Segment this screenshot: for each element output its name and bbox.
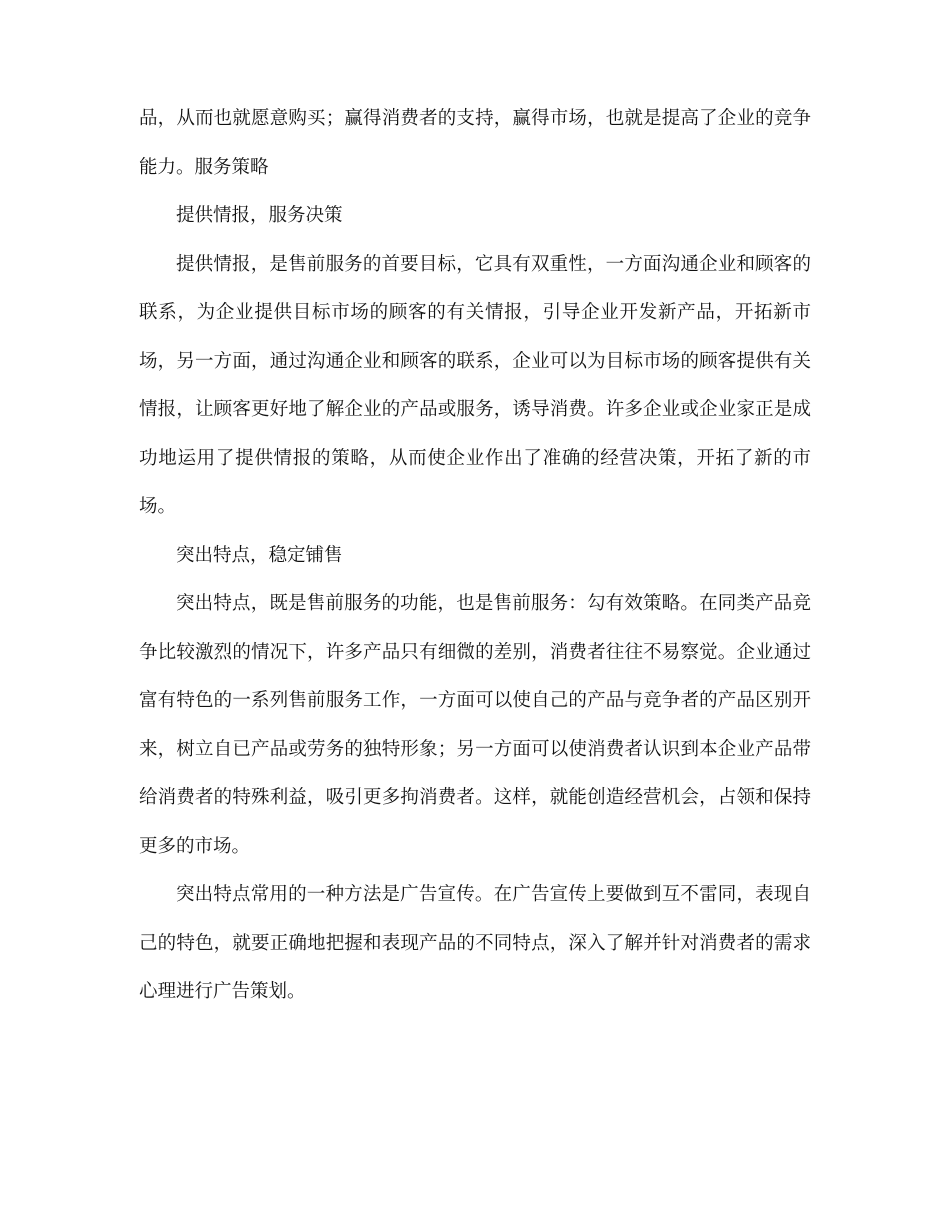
document-body: [139, 95, 811, 1017]
section-heading-features: 突出特点，稳定铺售: [176, 544, 343, 566]
paragraph-continuation: 品，从而也就愿意购买；赢得消费者的支持，赢得市场，也就是提高了企业的竞争能力。服务策略: [139, 108, 811, 178]
paragraph-information: 提供情报，是售前服务的首要目标，它具有双重性，一方面沟通企业和顾客的联系，为企业提供目标市场的顾客的有关情报，引导企业开发新产品，开拓新市场，另一方面，通过沟通企业和顾客的联系，企业可以为目标市场的顾客提供有关情报，让顾客更好地了解企业的产品或服务，诱导消费。许多企业或企业家正是成功地运用了提供情报的策略，从而使企业作出了准确的经营决策，开拓了新的市场。: [139, 253, 811, 517]
section-heading-information: 提供情报，服务决策: [176, 205, 343, 226]
paragraph-features: 突出特点，既是售前服务的功能，也是售前服务：勾有效策略。在同类产品竞争比较激烈的情况下，许多产品只有细微的差别，消费者往往不易察觉。企业通过富有特色的一系列售前服务工作，一方面可以使自己的产品与竞争者的产品区别开来，树立自已产品或劳务的独特形象；另一方面可以使消费者认识到本企业产品带给消费者的特殊利益，吸引更多拘消费者。这样，就能创造经营机会，占领和保持更多的市场。: [139, 593, 811, 857]
paragraph-advertising: 突出特点常用的一种方法是广告宣传。在广告宣传上要做到互不雷同，表现自己的特色，就要正确地把握和表现产品的不同特点，深入了解并针对消费者的需求心理进行广告策划。: [139, 884, 811, 1002]
